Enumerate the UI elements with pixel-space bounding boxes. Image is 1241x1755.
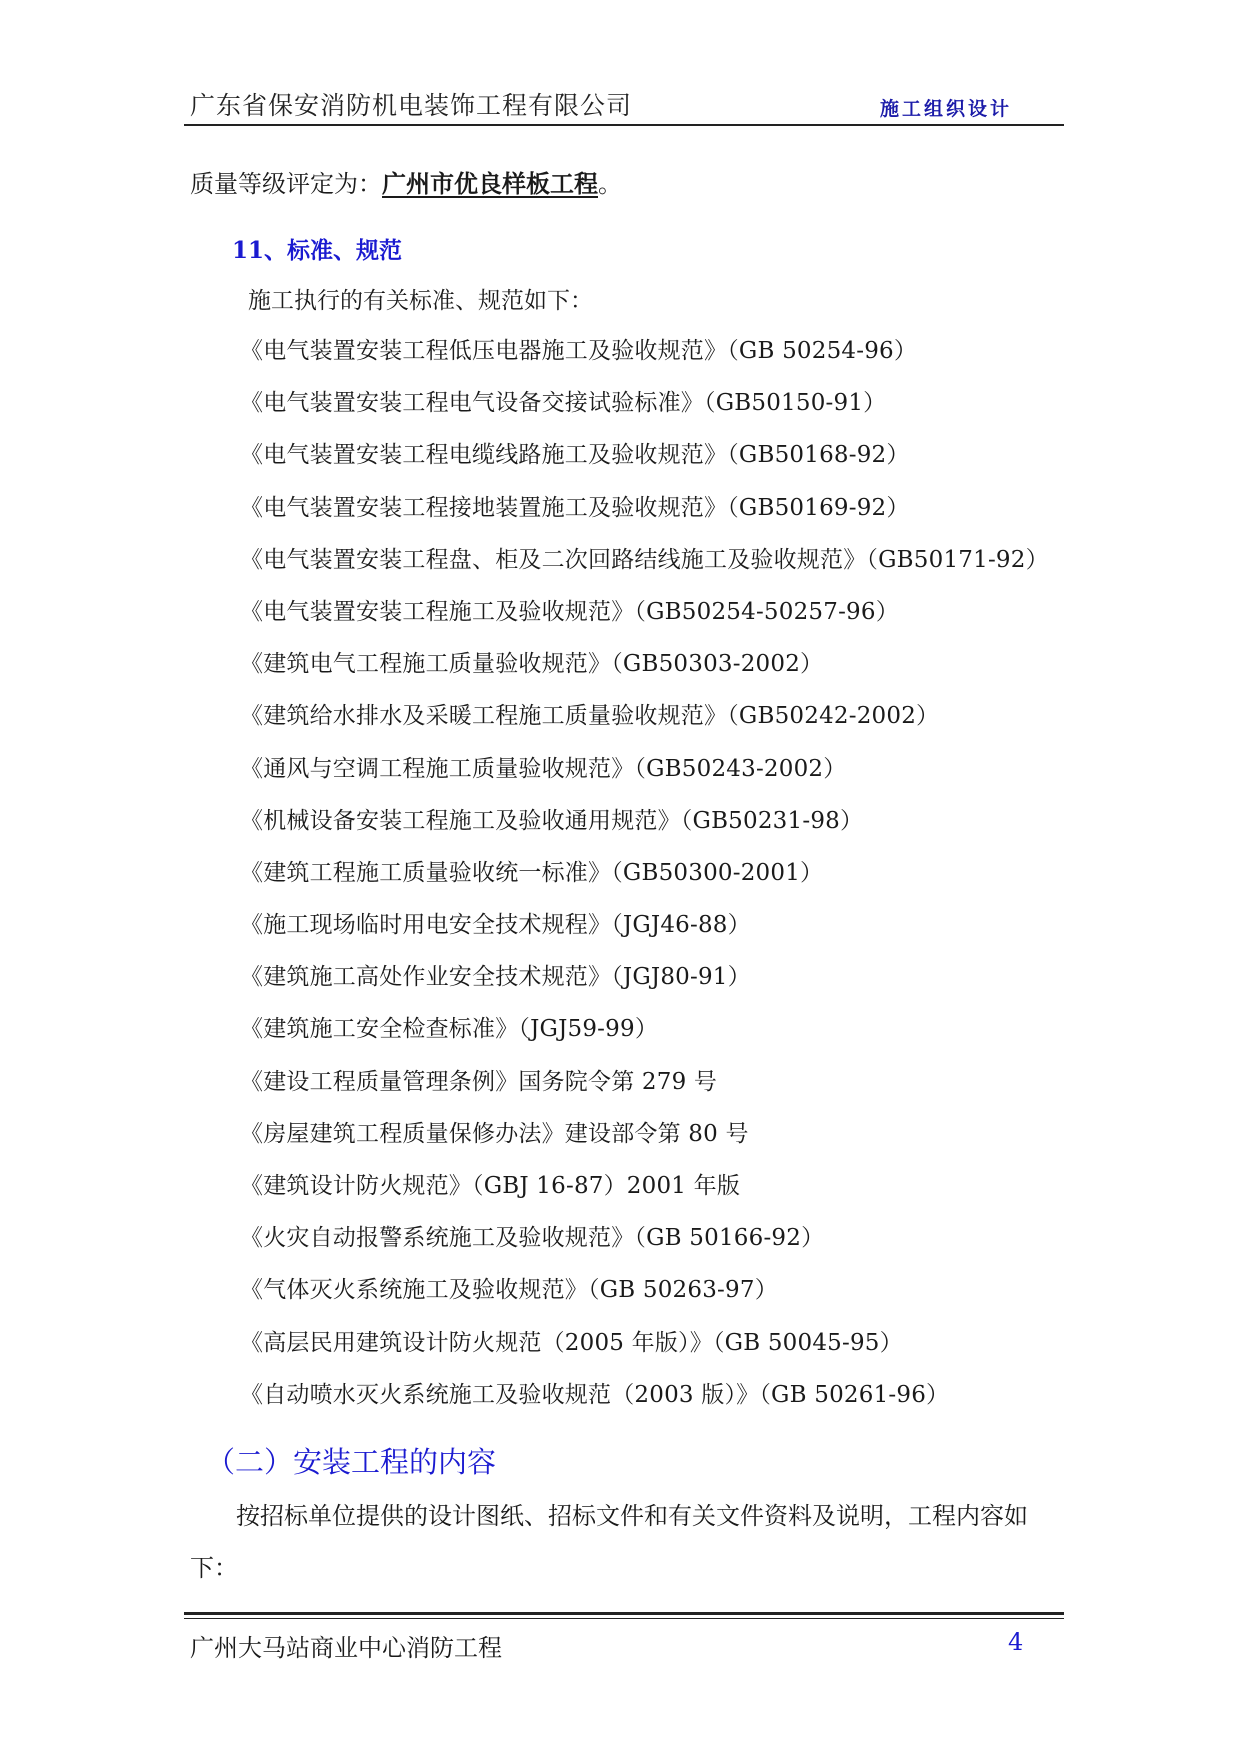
standard-item: 《电气装置安装工程电缆线路施工及验收规范》（GB50168-92）	[240, 442, 910, 469]
standard-item: 《电气装置安装工程接地装置施工及验收规范》（GB50169-92）	[240, 494, 910, 521]
quality-rating-value: 广州市优良样板工程	[382, 169, 598, 198]
standard-item: 《建筑给水排水及采暖工程施工质量验收规范》（GB50242-2002）	[240, 703, 940, 730]
standard-item: 《建筑设计防火规范》（GBJ 16-87）2001 年版	[240, 1173, 741, 1199]
part-heading-installation: （二）安装工程的内容	[206, 1445, 497, 1479]
standard-item: 《建筑施工安全检查标准》（JGJ59-99）	[240, 1016, 659, 1043]
standard-item: 《电气装置安装工程电气设备交接试验标准》（GB50150-91）	[240, 390, 887, 417]
footer-divider-thin	[184, 1618, 1064, 1619]
standard-item: 《高层民用建筑设计防火规范（2005 年版）》（GB 50045-95）	[240, 1329, 903, 1356]
standard-item: 《电气装置安装工程盘、柜及二次回路结线施工及验收规范》（GB50171-92）	[240, 546, 1049, 573]
quality-rating-prefix: 质量等级评定为：	[190, 170, 382, 198]
header-divider	[184, 124, 1064, 126]
standard-item: 《建筑工程施工质量验收统一标准》（GB50300-2001）	[240, 859, 824, 886]
installation-paragraph: 按招标单位提供的设计图纸、招标文件和有关文件资料及说明，工程内容如下：	[190, 1502, 1028, 1582]
standard-item: 《机械设备安装工程施工及验收通用规范》（GB50231-98）	[240, 807, 864, 834]
standard-item: 《气体灭火系统施工及验收规范》（GB 50263-97）	[240, 1277, 778, 1304]
standard-item: 《电气装置安装工程低压电器施工及验收规范》（GB 50254-96）	[240, 338, 918, 364]
header-company-name: 广东省保安消防机电装饰工程有限公司	[190, 91, 633, 120]
standard-item: 《施工现场临时用电安全技术规程》（JGJ46-88）	[240, 912, 751, 939]
standard-item: 《电气装置安装工程施工及验收规范》（GB50254-50257-96）	[240, 598, 899, 625]
standard-item: 《火灾自动报警系统施工及验收规范》（GB 50166-92）	[240, 1225, 825, 1252]
page-number: 4	[1008, 1628, 1024, 1656]
standard-item: 《建筑电气工程施工质量验收规范》（GB50303-2002）	[240, 651, 824, 678]
standard-item: 《通风与空调工程施工质量验收规范》（GB50243-2002）	[240, 755, 847, 782]
section-heading-standards: 11、标准、规范	[232, 237, 403, 264]
standards-list	[240, 333, 1049, 1429]
quality-rating-line	[190, 164, 622, 199]
standard-item: 《建设工程质量管理条例》国务院令第 279 号	[240, 1068, 718, 1095]
standard-item: 《建筑施工高处作业安全技术规范》（JGJ80-91）	[240, 964, 751, 991]
standards-intro: 施工执行的有关标准、规范如下：	[248, 288, 593, 314]
footer-project-name: 广州大马站商业中心消防工程	[190, 1634, 502, 1662]
quality-rating-suffix: 。	[598, 170, 622, 198]
standard-item: 《自动喷水灭火系统施工及验收规范（2003 版）》（GB 50261-96）	[240, 1381, 950, 1408]
footer-divider-thick	[184, 1612, 1064, 1615]
header-document-type: 施工组织设计	[880, 98, 1013, 120]
standard-item: 《房屋建筑工程质量保修办法》建设部令第 80 号	[240, 1120, 749, 1147]
